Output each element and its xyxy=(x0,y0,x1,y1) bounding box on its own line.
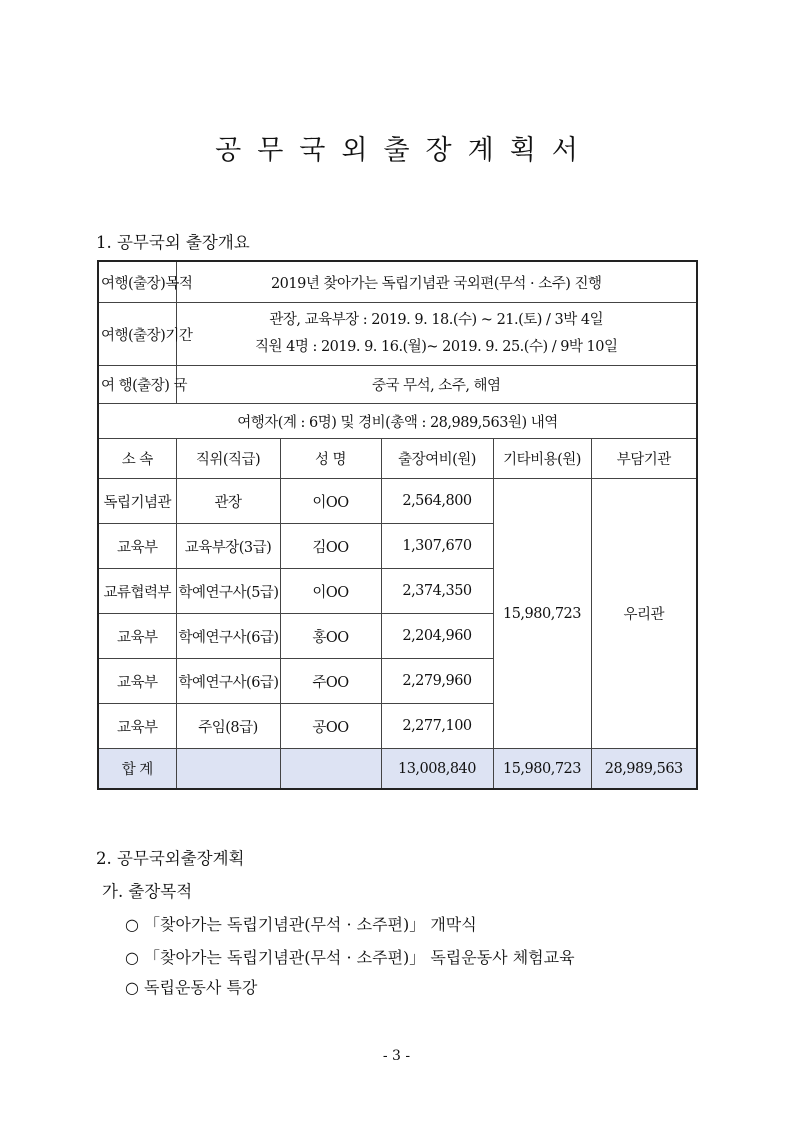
traveler-position: 학예연구사(6급) xyxy=(176,614,280,659)
section-1-title: 1. 공무국외 출장개요 xyxy=(96,233,250,252)
period-value xyxy=(176,303,697,366)
traveler-name: 공OO xyxy=(280,704,381,749)
header-name: 성 명 xyxy=(280,439,381,479)
traveler-name: 이OO xyxy=(280,479,381,524)
total-row xyxy=(98,749,697,790)
traveler-expense: 2,277,100 xyxy=(381,704,493,749)
header-expense: 출장여비(원) xyxy=(381,439,493,479)
traveler-position: 교육부장(3급) xyxy=(176,524,280,569)
header-dept: 소 속 xyxy=(98,439,176,479)
page-number: - 3 - xyxy=(382,1048,411,1064)
header-position: 직위(직급) xyxy=(176,439,280,479)
purpose-row xyxy=(98,261,697,303)
funding-org-value: 우리관 xyxy=(591,479,697,749)
document-title: 공무국외출장계획서 xyxy=(215,135,594,166)
traveler-name: 주OO xyxy=(280,659,381,704)
traveler-position: 관장 xyxy=(176,479,280,524)
traveler-position: 주임(8급) xyxy=(176,704,280,749)
purpose-value: 2019년 찾아가는 독립기념관 국외편(무석 · 소주) 진행 xyxy=(176,261,697,303)
trip-overview-table xyxy=(97,260,698,790)
total-other-cost: 15,980,723 xyxy=(493,749,591,790)
traveler-name: 이OO xyxy=(280,569,381,614)
traveler-name: 김OO xyxy=(280,524,381,569)
total-grand: 28,989,563 xyxy=(591,749,697,790)
total-label: 합 계 xyxy=(98,749,176,790)
purpose-bullet: ○ 「찾아가는 독립기념관(무석 · 소주편)」 개막식 xyxy=(125,915,477,934)
traveler-summary: 여행자(계 : 6명) 및 경비(총액 : 28,989,563원) 내역 xyxy=(98,404,697,439)
country-label: 여 행(출장) 국 xyxy=(98,366,176,404)
summary-row xyxy=(98,404,697,439)
purpose-label: 여행(출장)목적 xyxy=(98,261,176,303)
traveler-expense: 2,564,800 xyxy=(381,479,493,524)
traveler-dept: 독립기념관 xyxy=(98,479,176,524)
traveler-position: 학예연구사(5급) xyxy=(176,569,280,614)
period-label: 여행(출장)기간 xyxy=(98,303,176,366)
traveler-expense: 2,279,960 xyxy=(381,659,493,704)
traveler-expense: 2,204,960 xyxy=(381,614,493,659)
header-row xyxy=(98,439,697,479)
other-cost-value: 15,980,723 xyxy=(493,479,591,749)
table-row xyxy=(98,479,697,524)
purpose-bullet: ○ 독립운동사 특강 xyxy=(125,978,258,997)
period-line-staff: 직원 4명 : 2019. 9. 16.(월)~ 2019. 9. 25.(수) / 9박 10일 xyxy=(255,339,618,355)
header-funding-org: 부담기관 xyxy=(591,439,697,479)
traveler-position: 학예연구사(6급) xyxy=(176,659,280,704)
traveler-expense: 1,307,670 xyxy=(381,524,493,569)
section-2-title: 2. 공무국외출장계획 xyxy=(96,849,245,868)
country-value: 중국 무석, 소주, 해염 xyxy=(176,366,697,404)
traveler-dept: 교류협력부 xyxy=(98,569,176,614)
total-empty-cell xyxy=(176,749,280,790)
country-row xyxy=(98,366,697,404)
traveler-name: 홍OO xyxy=(280,614,381,659)
traveler-dept: 교육부 xyxy=(98,659,176,704)
header-other-cost: 기타비용(원) xyxy=(493,439,591,479)
traveler-expense: 2,374,350 xyxy=(381,569,493,614)
traveler-dept: 교육부 xyxy=(98,614,176,659)
period-row xyxy=(98,303,697,366)
traveler-dept: 교육부 xyxy=(98,704,176,749)
traveler-dept: 교육부 xyxy=(98,524,176,569)
total-empty-cell xyxy=(280,749,381,790)
period-line-executives: 관장, 교육부장 : 2019. 9. 18.(수) ~ 21.(토) / 3박 4일 xyxy=(269,312,604,328)
purpose-bullet: ○ 「찾아가는 독립기념관(무석 · 소주편)」 독립운동사 체험교육 xyxy=(125,948,575,967)
purpose-subtitle: 가. 출장목적 xyxy=(102,882,193,901)
total-expense: 13,008,840 xyxy=(381,749,493,790)
